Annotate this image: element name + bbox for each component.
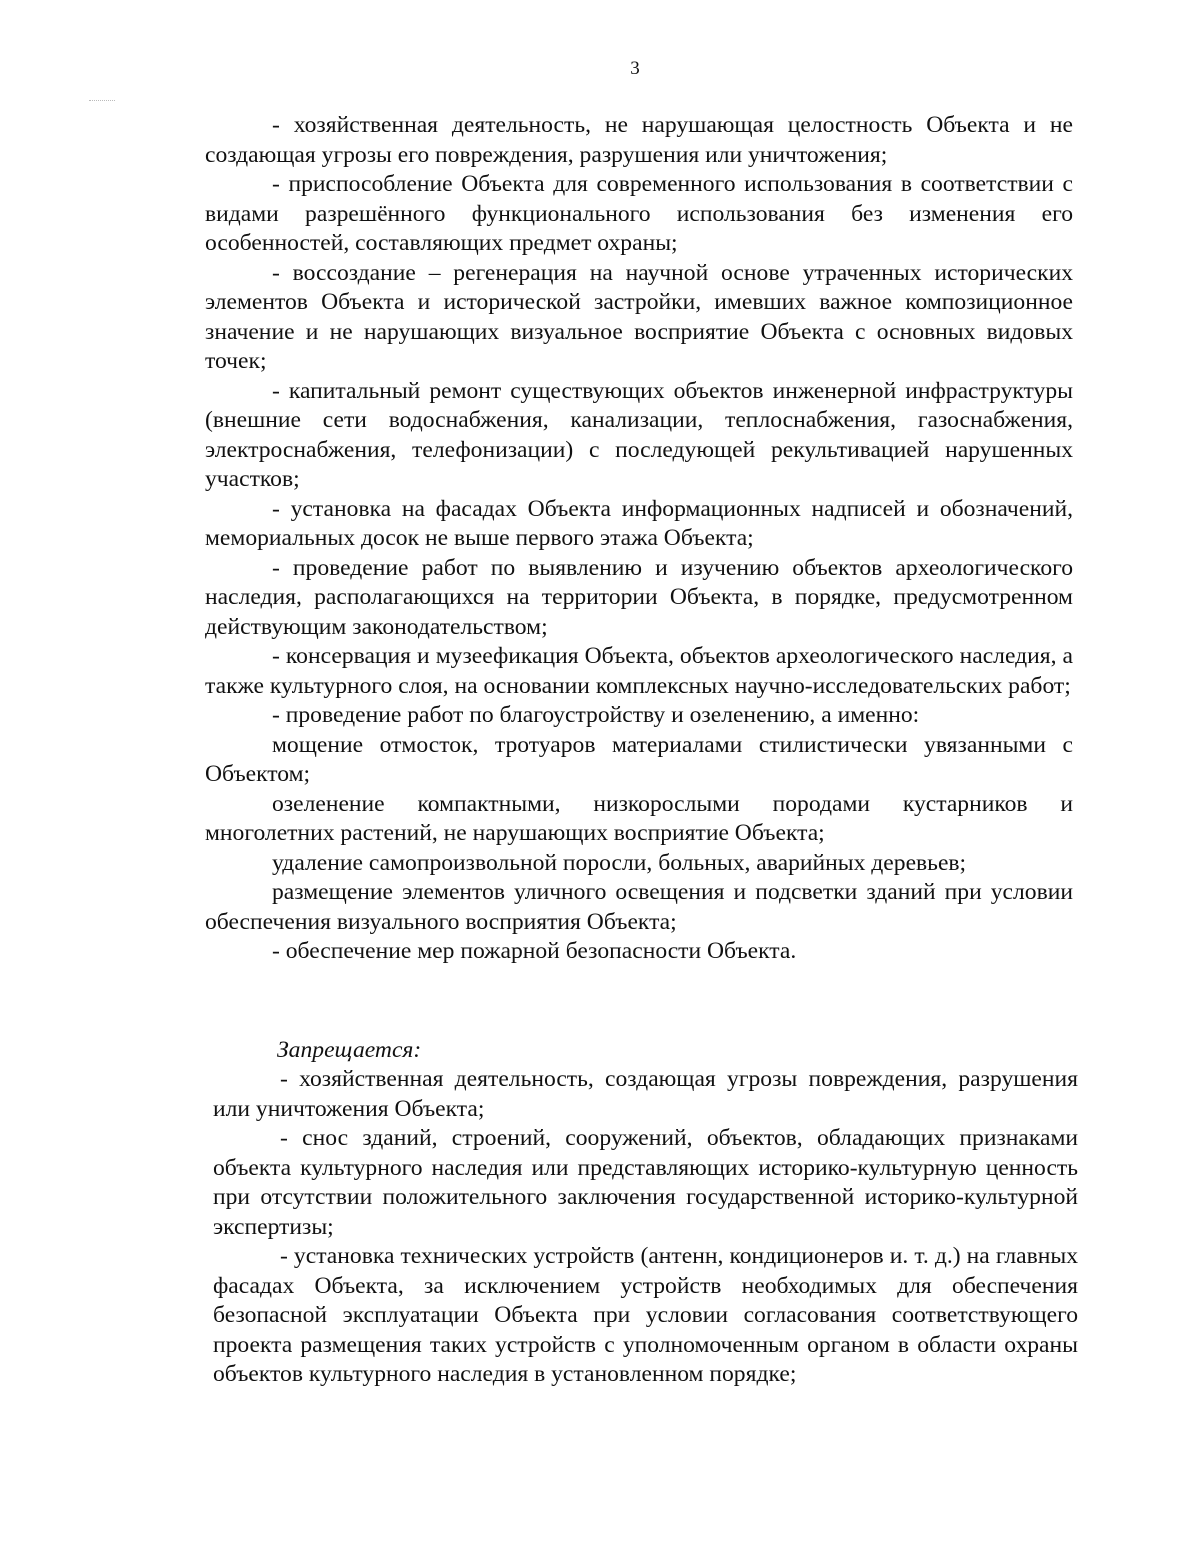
page-number: 3 xyxy=(630,58,640,79)
prohibited-heading: Запрещается: xyxy=(277,1037,422,1063)
allowed-item-signage: - установка на фасадах Объекта информационных надписей и обозначений, мемориальных досок не выше первого этажа Объекта; xyxy=(205,495,1073,551)
allowed-item-capital-repair: - капитальный ремонт существующих объектов инженерной инфраструктуры (внешние сети водоснабжения, канализации, теплоснабжения, газоснабжения, электроснабжения, телефонизации) с последующей рекультивацией нарушенных участков; xyxy=(205,377,1073,492)
allowed-item-fire-safety: - обеспечение мер пожарной безопасности Объекта. xyxy=(272,938,797,964)
allowed-item-archaeology-works: - проведение работ по выявлению и изучению объектов археологического наследия, располагающихся на территории Объекта, в порядке, предусмотренном действующим законодательством; xyxy=(205,554,1073,640)
allowed-item-recreation: - воссоздание – регенерация на научной основе утраченных исторических элементов Объекта и исторической застройки, имевших важное композиционное значение и не нарушающих визуальное восприятие Объекта с основных видовых точек; xyxy=(205,259,1073,374)
scan-artifact-line xyxy=(89,100,115,101)
allowed-item-economic-activity: - хозяйственная деятельность, не нарушающая целостность Объекта и не создающая угрозы его повреждения, разрушения или уничтожения; xyxy=(205,112,1073,168)
allowed-subitem-paving: мощение отмосток, тротуаров материалами стилистически увязанными с Объектом; xyxy=(205,731,1073,787)
allowed-subitem-greening: озеленение компактными, низкорослыми породами кустарников и многолетних растений, не нарушающих восприятие Объекта; xyxy=(205,790,1073,846)
prohibited-activities-list xyxy=(213,1065,1078,1390)
allowed-item-adaptation: - приспособление Объекта для современного использования в соответствии с видами разрешённого функционального использования без изменения его особенностей, составляющих предмет охраны; xyxy=(205,171,1073,256)
allowed-subitem-lighting: размещение элементов уличного освещения и подсветки зданий при условии обеспечения визуального восприятия Объекта; xyxy=(205,879,1073,935)
prohibited-item-economic-activity: - хозяйственная деятельность, создающая угрозы повреждения, разрушения или уничтожения Объекта; xyxy=(213,1066,1078,1122)
allowed-activities-list xyxy=(205,111,1073,967)
allowed-subitem-tree-removal: удаление самопроизвольной поросли, больных, аварийных деревьев; xyxy=(272,849,967,876)
allowed-item-landscaping: - проведение работ по благоустройству и озеленению, а именно: xyxy=(272,702,920,728)
prohibited-item-demolition: - снос зданий, строений, сооружений, объектов, обладающих признаками объекта культурного наследия или представляющих историко-культурную ценность при отсутствии положительного заключения государственной историко-культурной экспертизы; xyxy=(213,1125,1078,1240)
prohibited-item-technical-devices: - установка технических устройств (антенн, кондиционеров и. т. д.) на главных фасадах Объекта, за исключением устройств необходимых для обеспечения безопасной эксплуатации Объекта при условии согласования соответствующего проекта размещения таких устройств с уполномоченным органом в области охраны объектов культурного наследия в установленном порядке; xyxy=(213,1243,1078,1387)
allowed-item-conservation: - консервация и музеефикация Объекта, объектов археологического наследия, а также культурного слоя, на основании комплексных научно-исследовательских работ; xyxy=(205,643,1073,699)
